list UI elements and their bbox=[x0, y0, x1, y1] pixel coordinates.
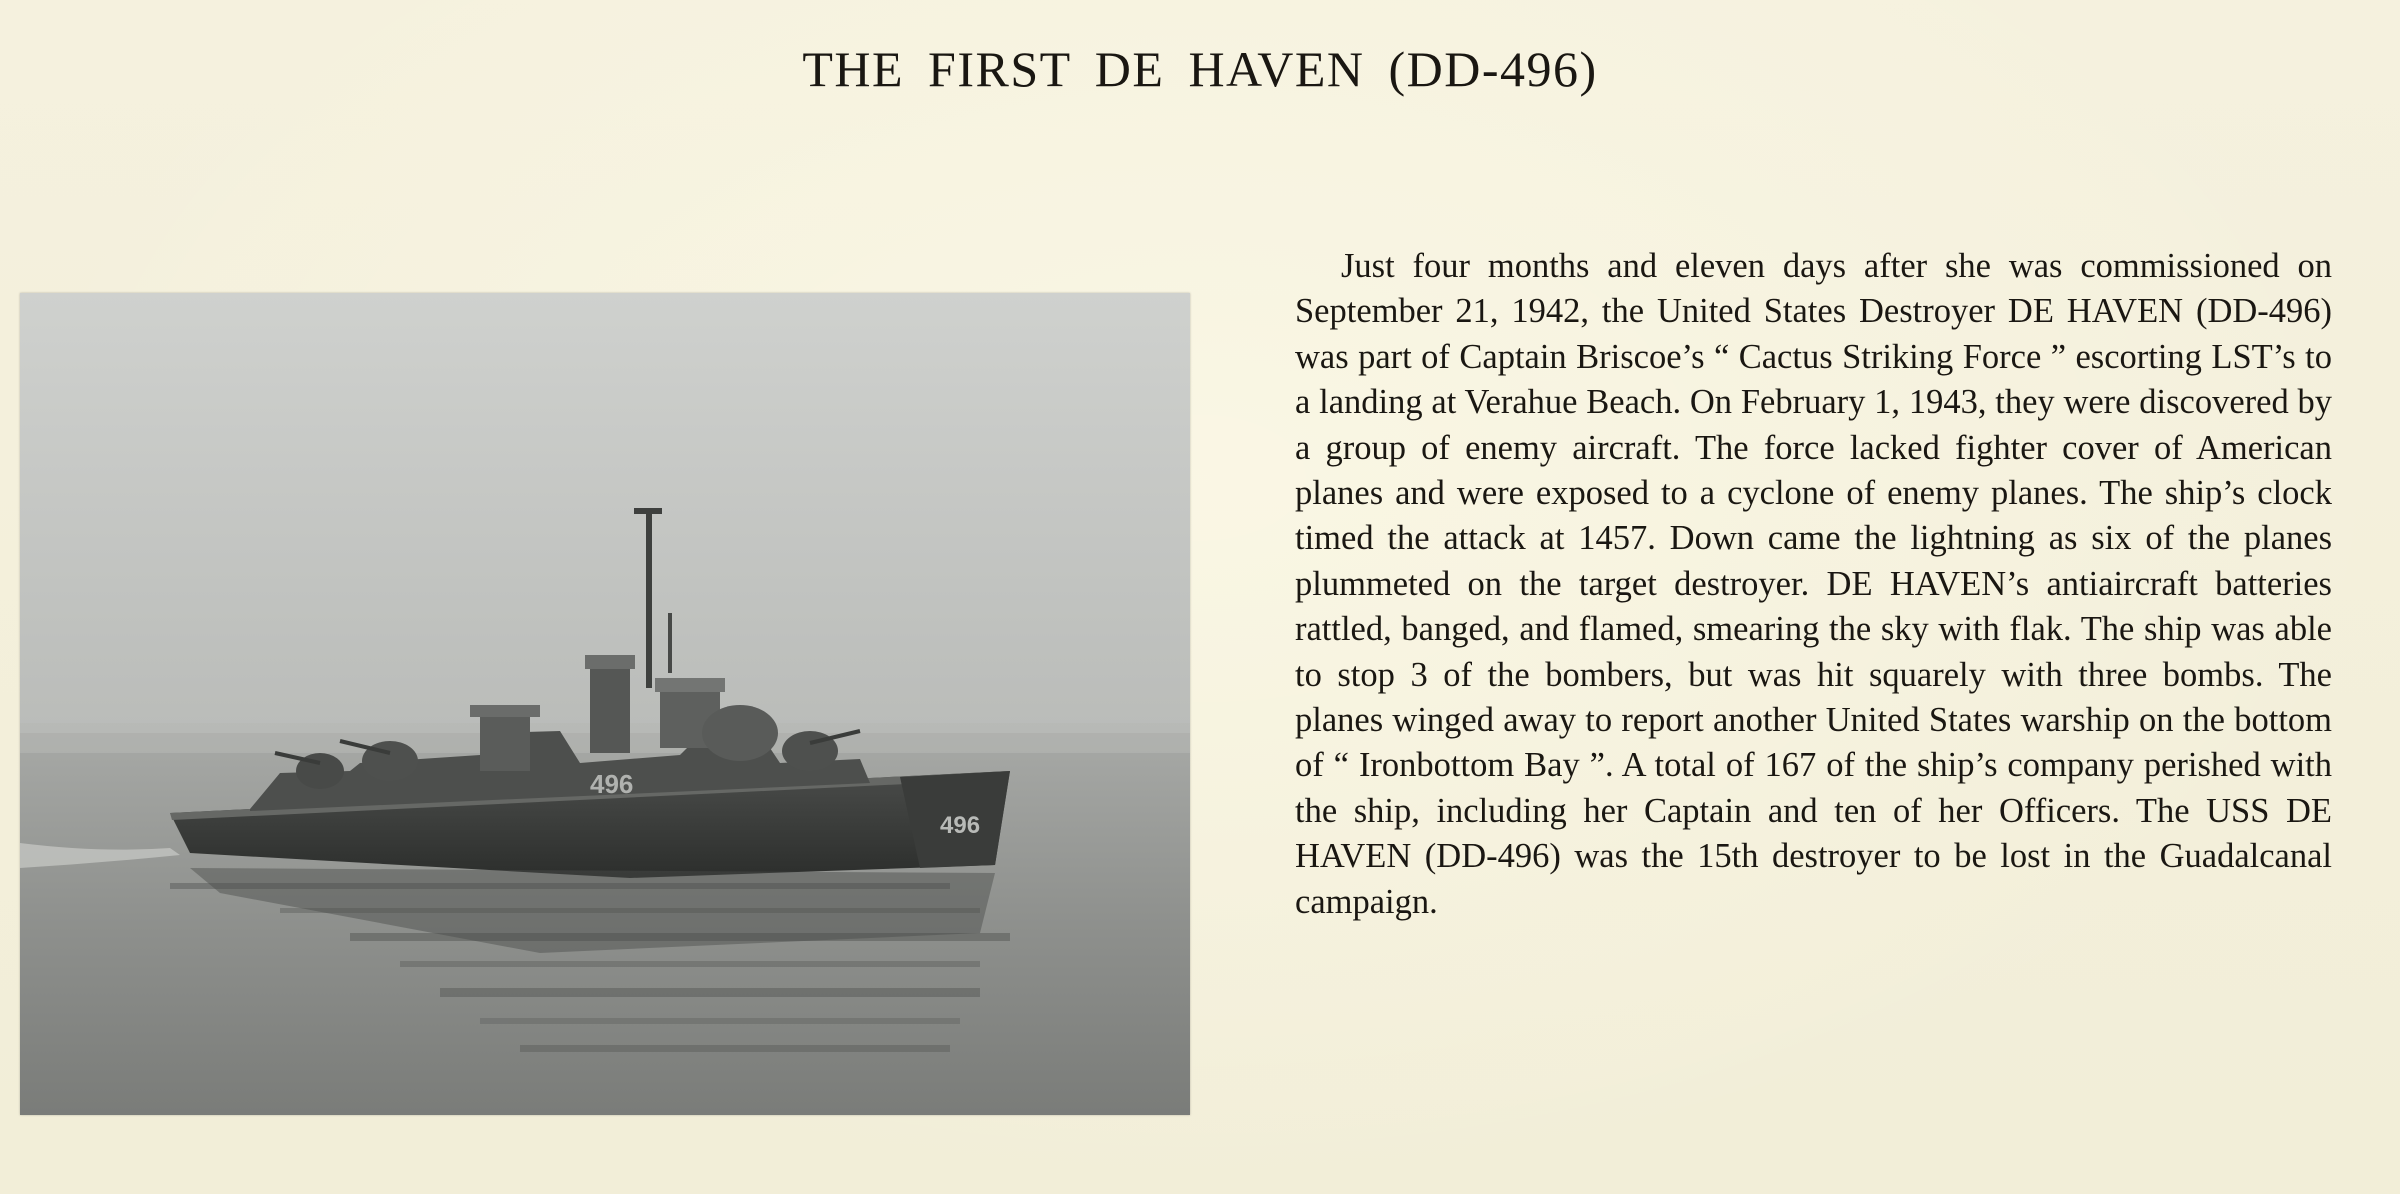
ship-photo bbox=[20, 293, 1190, 1115]
svg-text:496: 496 bbox=[590, 769, 634, 799]
page-title: THE FIRST DE HAVEN (DD-496) bbox=[802, 41, 1598, 97]
body-paragraph: Just four months and eleven days after she was commissioned on September 21, 1942, the United States Destroyer DE HAVEN (DD-496) was part of Captain Briscoe’s “ Cactus Striking Force ” escorting LST’s to a landing at Verahue Beach. On February 1, 1943, they were discovered by a group of enemy aircraft. The force lacked fighter cover of American planes and were exposed to a cyclone of enemy planes. The ship’s clock timed the attack at 1457. Down came the lightning as six of the planes plummeted on the target destroyer. DE HAVEN’s antiaircraft batteries rattled, banged, and flamed, smearing the sky with flak. The ship was able to stop 3 of the bombers, but was hit squarely with three bombs. The planes winged away to report another United States warship on the bottom of “ Ironbottom Bay ”. A total of 167 of the ship’s company perished with the ship, including her Captain and ten of her Officers. The USS DE HAVEN (DD-496) was the 15th destroyer to be lost in the Guadalcanal campaign. bbox=[1295, 247, 2332, 921]
destroyer-illustration bbox=[20, 293, 1190, 1115]
svg-text:496: 496 bbox=[940, 812, 981, 839]
